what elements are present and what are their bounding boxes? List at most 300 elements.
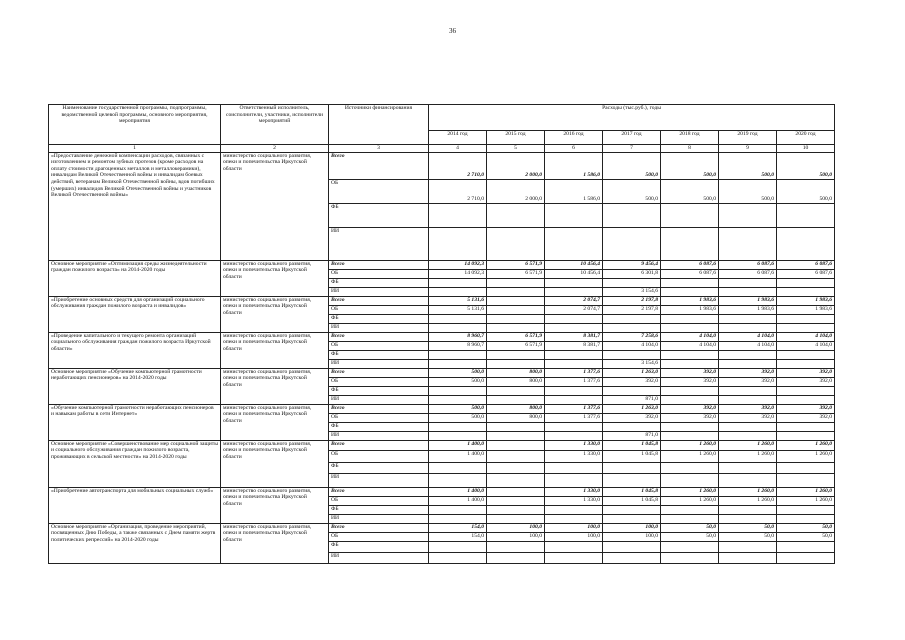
value-cell: 500,0 (719, 152, 777, 179)
funding-source-cell: ОБ (329, 450, 429, 462)
value-cell: 1 983,6 (719, 296, 777, 305)
funding-source-cell: ИИ (329, 514, 429, 523)
column-number: 4 (429, 145, 487, 153)
value-cell (603, 422, 661, 431)
value-cell: 1 260,0 (661, 487, 719, 496)
value-cell (487, 541, 545, 552)
funding-source-cell: ОБ (329, 341, 429, 350)
value-cell (719, 541, 777, 552)
value-cell: 2 197,8 (603, 305, 661, 314)
value-cell (719, 514, 777, 523)
value-cell (719, 462, 777, 473)
value-cell: 4 104,0 (719, 332, 777, 341)
value-cell: 6 087,6 (661, 260, 719, 269)
value-cell (545, 505, 603, 514)
program-name-cell: «Обучение компьютерной грамотности неработающих пенсионеров и навыкам работы в сети Интернет» (49, 404, 221, 440)
value-cell: 100,0 (487, 523, 545, 532)
value-cell: 392,0 (603, 413, 661, 422)
value-cell: 1 045,8 (603, 487, 661, 496)
value-cell (719, 350, 777, 359)
value-cell (545, 552, 603, 563)
value-cell: 1 983,6 (777, 305, 835, 314)
value-cell (429, 314, 487, 323)
value-cell: 2 074,7 (545, 296, 603, 305)
value-cell (545, 473, 603, 487)
value-cell: 10 456,4 (545, 269, 603, 278)
funding-source-cell: Всего (329, 260, 429, 269)
value-cell: 6 087,6 (777, 260, 835, 269)
value-cell: 1 400,0 (429, 487, 487, 496)
value-cell: 1 983,6 (661, 296, 719, 305)
value-cell (487, 278, 545, 287)
header-year: 2017 год (603, 131, 661, 145)
value-cell: 1 045,8 (603, 440, 661, 450)
value-cell (661, 203, 719, 227)
value-cell: 800,0 (487, 368, 545, 377)
value-cell: 1 400,0 (429, 440, 487, 450)
value-cell (487, 296, 545, 305)
value-cell (429, 541, 487, 552)
value-cell: 3 154,6 (603, 287, 661, 296)
value-cell: 500,0 (603, 179, 661, 203)
value-cell: 500,0 (429, 377, 487, 386)
value-cell: 800,0 (487, 404, 545, 413)
value-cell: 1 330,0 (545, 450, 603, 462)
program-name-cell: Основное мероприятие «Обучение компьютерной грамотности неработающих пенсионеров» на 2014-2020 годы (49, 368, 221, 404)
funding-source-cell: ОБ (329, 377, 429, 386)
value-cell: 100,0 (603, 523, 661, 532)
value-cell (719, 386, 777, 395)
value-cell: 2 000,0 (487, 179, 545, 203)
value-cell: 100,0 (545, 532, 603, 541)
executor-cell: министерство социального развития, опеки и попечительства Иркутской области (221, 152, 329, 260)
value-cell: 4 104,0 (777, 332, 835, 341)
funding-source-cell: ФБ (329, 541, 429, 552)
value-cell: 5 131,6 (429, 296, 487, 305)
value-cell (487, 462, 545, 473)
value-cell: 100,0 (487, 532, 545, 541)
funding-source-cell: ИИ (329, 359, 429, 368)
value-cell (487, 473, 545, 487)
value-cell: 1 260,0 (777, 496, 835, 505)
value-cell: 6 571,9 (487, 269, 545, 278)
table-row (49, 523, 835, 532)
funding-source-cell: Всего (329, 404, 429, 413)
value-cell: 6 301,8 (603, 269, 661, 278)
value-cell: 392,0 (777, 368, 835, 377)
value-cell (777, 422, 835, 431)
value-cell: 4 104,0 (719, 341, 777, 350)
value-cell (777, 386, 835, 395)
value-cell (661, 395, 719, 404)
value-cell (661, 422, 719, 431)
header-year: 2014 год (429, 131, 487, 145)
program-name-cell: «Проведение капитального и текущего ремонта организаций социального обслуживания граждан пожилого возраста Иркутской области» (49, 332, 221, 368)
value-cell: 100,0 (603, 532, 661, 541)
value-cell (661, 287, 719, 296)
value-cell (487, 386, 545, 395)
value-cell (545, 462, 603, 473)
value-cell (777, 541, 835, 552)
value-cell (719, 431, 777, 440)
value-cell (545, 323, 603, 332)
value-cell: 392,0 (603, 377, 661, 386)
value-cell: 154,0 (429, 523, 487, 532)
table-row (49, 332, 835, 341)
value-cell (777, 395, 835, 404)
value-cell: 500,0 (661, 152, 719, 179)
value-cell: 8 381,7 (545, 341, 603, 350)
value-cell: 1 377,6 (545, 413, 603, 422)
funding-source-cell: Всего (329, 368, 429, 377)
value-cell: 6 087,6 (777, 269, 835, 278)
table-row (49, 296, 835, 305)
value-cell: 500,0 (603, 152, 661, 179)
value-cell (603, 314, 661, 323)
value-cell (429, 287, 487, 296)
value-cell: 1 260,0 (777, 487, 835, 496)
page-number: 36 (449, 27, 456, 35)
value-cell (487, 514, 545, 523)
value-cell: 500,0 (429, 368, 487, 377)
funding-source-cell: ФБ (329, 386, 429, 395)
value-cell (777, 359, 835, 368)
column-number: 1 (49, 145, 221, 153)
value-cell: 6 087,6 (719, 269, 777, 278)
value-cell: 871,0 (603, 431, 661, 440)
header-year: 2016 год (545, 131, 603, 145)
table-row (49, 368, 835, 377)
value-cell: 6 087,6 (719, 260, 777, 269)
value-cell (545, 359, 603, 368)
value-cell: 1 045,8 (603, 496, 661, 505)
value-cell (545, 350, 603, 359)
executor-cell: министерство социального развития, опеки и попечительства Иркутской области (221, 332, 329, 368)
value-cell (661, 552, 719, 563)
funding-source-cell: Всего (329, 487, 429, 496)
value-cell (487, 487, 545, 496)
value-cell (429, 395, 487, 404)
value-cell (603, 203, 661, 227)
program-name-cell: Основное мероприятие «Оптимизация среды жизнедеятельности граждан пожилого возраста» на 2014-2020 годы (49, 260, 221, 296)
value-cell (545, 431, 603, 440)
value-cell (487, 450, 545, 462)
value-cell (719, 473, 777, 487)
value-cell: 1 260,0 (661, 450, 719, 462)
funding-source-cell: ОБ (329, 179, 429, 203)
value-cell: 5 131,6 (429, 305, 487, 314)
program-name-cell: Основное мероприятие «Совершенствование мер социальной защиты и социального обслуживания граждан пожилого возраста, проживающих в сельской местности» на 2014-2020 годы (49, 440, 221, 487)
value-cell (487, 203, 545, 227)
value-cell: 392,0 (777, 404, 835, 413)
value-cell (719, 203, 777, 227)
value-cell: 50,0 (719, 523, 777, 532)
table-row (49, 440, 835, 450)
value-cell: 1 045,8 (603, 450, 661, 462)
value-cell: 50,0 (719, 532, 777, 541)
value-cell (429, 278, 487, 287)
value-cell (603, 227, 661, 260)
value-cell: 14 092,3 (429, 269, 487, 278)
value-cell (661, 505, 719, 514)
value-cell (777, 473, 835, 487)
value-cell (661, 386, 719, 395)
value-cell: 50,0 (661, 523, 719, 532)
funding-source-cell: ФБ (329, 350, 429, 359)
value-cell (429, 422, 487, 431)
value-cell (545, 422, 603, 431)
value-cell: 4 104,0 (661, 341, 719, 350)
value-cell (545, 314, 603, 323)
table-row (49, 404, 835, 413)
executor-cell: министерство социального развития, опеки и попечительства Иркутской области (221, 368, 329, 404)
value-cell (429, 350, 487, 359)
funding-source-cell: Всего (329, 440, 429, 450)
column-number: 7 (603, 145, 661, 153)
column-number: 6 (545, 145, 603, 153)
value-cell: 10 456,4 (545, 260, 603, 269)
value-cell: 392,0 (777, 377, 835, 386)
executor-cell: министерство социального развития, опеки и попечительства Иркутской области (221, 487, 329, 523)
value-cell (661, 431, 719, 440)
value-cell (661, 514, 719, 523)
value-cell: 500,0 (429, 413, 487, 422)
table-body (49, 152, 835, 563)
executor-cell: министерство социального развития, опеки и попечительства Иркутской области (221, 260, 329, 296)
funding-source-cell: ФБ (329, 278, 429, 287)
funding-source-cell: ИИ (329, 323, 429, 332)
value-cell: 1 263,0 (603, 368, 661, 377)
value-cell (661, 541, 719, 552)
program-name-cell: Основное мероприятие «Организация, проведение мероприятий, посвященных Дню Победы, а также связанных с Днем памяти жертв политических репрессий» на 2014-2020 годы (49, 523, 221, 563)
header-year: 2018 год (661, 131, 719, 145)
value-cell: 1 263,0 (603, 404, 661, 413)
value-cell (429, 359, 487, 368)
value-cell (777, 287, 835, 296)
value-cell (719, 552, 777, 563)
header-program: Наименование государственной программы, подпрограммы, ведомственной целевой программы, основного мероприятия, мероприятия (49, 105, 221, 145)
header-year: 2015 год (487, 131, 545, 145)
funding-source-cell: Всего (329, 296, 429, 305)
value-cell: 1 377,6 (545, 404, 603, 413)
value-cell (777, 227, 835, 260)
value-cell: 500,0 (719, 179, 777, 203)
value-cell: 8 960,7 (429, 341, 487, 350)
header-year: 2019 год (719, 131, 777, 145)
value-cell: 1 260,0 (777, 440, 835, 450)
value-cell: 1 983,6 (719, 305, 777, 314)
value-cell: 6 087,6 (661, 269, 719, 278)
value-cell: 392,0 (661, 377, 719, 386)
funding-source-cell: ИИ (329, 473, 429, 487)
value-cell (429, 505, 487, 514)
value-cell (661, 473, 719, 487)
value-cell (487, 227, 545, 260)
value-cell: 2 710,0 (429, 152, 487, 179)
value-cell (603, 350, 661, 359)
table-row (49, 487, 835, 496)
value-cell (777, 431, 835, 440)
value-cell (487, 323, 545, 332)
header-year: 2020 год (777, 131, 835, 145)
value-cell: 1 983,6 (661, 305, 719, 314)
funding-source-cell: ОБ (329, 496, 429, 505)
value-cell (777, 314, 835, 323)
value-cell (487, 287, 545, 296)
funding-source-cell: ФБ (329, 462, 429, 473)
value-cell: 1 330,0 (545, 487, 603, 496)
value-cell (487, 431, 545, 440)
value-cell: 50,0 (777, 532, 835, 541)
value-cell (777, 552, 835, 563)
value-cell (429, 386, 487, 395)
value-cell: 392,0 (719, 377, 777, 386)
value-cell (719, 422, 777, 431)
value-cell (487, 422, 545, 431)
executor-cell: министерство социального развития, опеки и попечительства Иркутской области (221, 404, 329, 440)
value-cell (429, 431, 487, 440)
value-cell: 9 456,4 (603, 260, 661, 269)
value-cell (777, 462, 835, 473)
value-cell: 1 330,0 (545, 440, 603, 450)
value-cell (719, 278, 777, 287)
value-cell (545, 514, 603, 523)
value-cell (603, 473, 661, 487)
column-number: 5 (487, 145, 545, 153)
value-cell (487, 314, 545, 323)
value-cell (545, 395, 603, 404)
value-cell (429, 552, 487, 563)
value-cell (429, 462, 487, 473)
value-cell: 4 104,0 (777, 341, 835, 350)
table-row (49, 152, 835, 179)
value-cell: 1 586,0 (545, 179, 603, 203)
value-cell (603, 462, 661, 473)
funding-source-cell: ОБ (329, 532, 429, 541)
value-cell: 8 381,7 (545, 332, 603, 341)
value-cell: 1 260,0 (719, 440, 777, 450)
value-cell: 1 260,0 (719, 450, 777, 462)
value-cell: 50,0 (661, 532, 719, 541)
funding-source-cell: ОБ (329, 305, 429, 314)
value-cell (429, 514, 487, 523)
value-cell: 2 197,8 (603, 296, 661, 305)
value-cell: 2 710,0 (429, 179, 487, 203)
value-cell: 392,0 (661, 368, 719, 377)
value-cell (603, 552, 661, 563)
value-cell: 1 377,6 (545, 368, 603, 377)
value-cell: 1 260,0 (719, 496, 777, 505)
value-cell: 1 983,6 (777, 296, 835, 305)
column-number: 3 (329, 145, 429, 153)
value-cell (487, 350, 545, 359)
value-cell (719, 287, 777, 296)
funding-source-cell: Всего (329, 332, 429, 341)
value-cell (603, 278, 661, 287)
value-cell (487, 359, 545, 368)
value-cell: 1 400,0 (429, 450, 487, 462)
value-cell (487, 505, 545, 514)
value-cell: 500,0 (777, 152, 835, 179)
value-cell: 392,0 (719, 413, 777, 422)
column-number: 8 (661, 145, 719, 153)
value-cell (777, 203, 835, 227)
value-cell: 1 330,0 (545, 496, 603, 505)
program-name-cell: «Приобретение автотранспорта для мобильных социальных служб» (49, 487, 221, 523)
value-cell (719, 505, 777, 514)
value-cell: 4 104,0 (603, 341, 661, 350)
value-cell (545, 541, 603, 552)
value-cell: 392,0 (661, 404, 719, 413)
value-cell: 500,0 (777, 179, 835, 203)
value-cell (719, 395, 777, 404)
value-cell (429, 203, 487, 227)
funding-source-cell: ФБ (329, 203, 429, 227)
funding-source-cell: Всего (329, 523, 429, 532)
value-cell: 50,0 (777, 523, 835, 532)
value-cell (545, 386, 603, 395)
column-number: 9 (719, 145, 777, 153)
funding-source-cell: ФБ (329, 314, 429, 323)
value-cell (719, 314, 777, 323)
value-cell: 1 260,0 (719, 487, 777, 496)
value-cell (487, 305, 545, 314)
value-cell: 800,0 (487, 413, 545, 422)
value-cell: 6 571,9 (487, 332, 545, 341)
column-number: 10 (777, 145, 835, 153)
program-name-cell: «Приобретение основных средств для организаций социального обслуживания граждан пожилого возраста и инвалидов» (49, 296, 221, 332)
value-cell: 1 260,0 (661, 496, 719, 505)
value-cell (777, 278, 835, 287)
value-cell (777, 350, 835, 359)
value-cell (545, 203, 603, 227)
value-cell (487, 440, 545, 450)
funding-source-cell: ИИ (329, 431, 429, 440)
value-cell (603, 386, 661, 395)
value-cell: 2 074,7 (545, 305, 603, 314)
funding-source-cell: ИИ (329, 287, 429, 296)
value-cell (603, 541, 661, 552)
value-cell: 871,0 (603, 395, 661, 404)
program-name-cell: «Предоставление денежной компенсации расходов, связанных с изготовлением и ремонтом зубных протезов (кроме расходов на оплату стоимости драгоценных металлов и металлокерамики), инвалидам Великой Отечественной войны и инвалидам боевых действий, ветеранам Великой Отечественной войны, вдов погибших (умерших) инвалидов Великой Отечественной войны и участников Великой Отечественной войны» (49, 152, 221, 260)
funding-source-cell: ФБ (329, 422, 429, 431)
executor-cell: министерство социального развития, опеки и попечительства Иркутской области (221, 440, 329, 487)
value-cell: 1 260,0 (661, 440, 719, 450)
value-cell (661, 359, 719, 368)
value-cell: 500,0 (429, 404, 487, 413)
value-cell: 1 377,6 (545, 377, 603, 386)
value-cell (603, 505, 661, 514)
funding-source-cell: ИИ (329, 552, 429, 563)
value-cell (661, 462, 719, 473)
column-number: 2 (221, 145, 329, 153)
value-cell: 8 960,7 (429, 332, 487, 341)
value-cell (545, 227, 603, 260)
value-cell (429, 227, 487, 260)
value-cell: 4 104,0 (661, 332, 719, 341)
value-cell (487, 496, 545, 505)
value-cell: 7 258,6 (603, 332, 661, 341)
expenses-table (48, 104, 835, 564)
value-cell: 154,0 (429, 532, 487, 541)
header-executor: Ответственный исполнитель, соисполнители, участники, исполнители мероприятий (221, 105, 329, 145)
value-cell (661, 278, 719, 287)
header-expenses: Расходы (тыс.руб.), годы (429, 105, 835, 131)
value-cell: 1 400,0 (429, 496, 487, 505)
value-cell (661, 227, 719, 260)
funding-source-cell: ОБ (329, 269, 429, 278)
funding-source-cell: Всего (329, 152, 429, 179)
